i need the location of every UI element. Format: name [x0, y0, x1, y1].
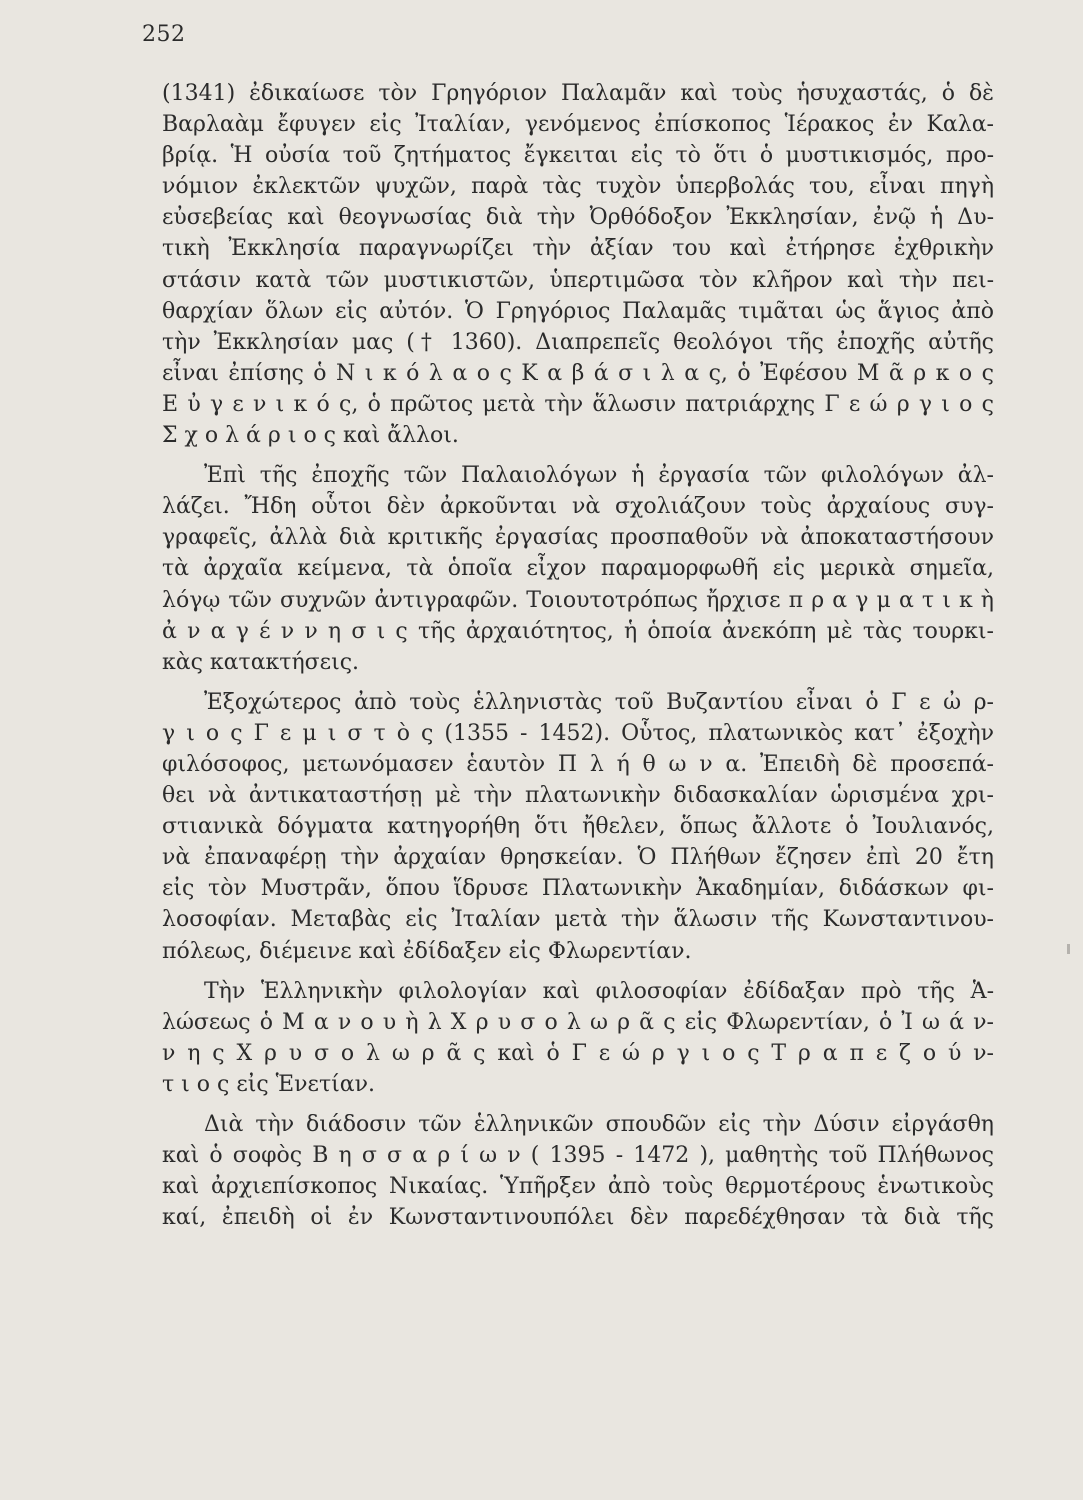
text-line: γ ι ο ς Γ ε μ ι σ τ ὸ ς (1355 - 1452). Οὗτος, πλατωνικὸς κατ᾽ ἐξοχὴν: [162, 720, 994, 746]
body-text: [162, 78, 994, 1233]
paragraph-3: [162, 687, 994, 967]
text-line: καὶ ἀρχιεπίσκοπος Νικαίας. Ὑπῆρξεν ἀπὸ τοὺς θερμοτέρους ἑνωτικοὺς: [162, 1174, 994, 1200]
text-line: φιλόσοφος, μετωνόμασεν ἑαυτὸν Π λ ή θ ω ν α. Ἐπειδὴ δὲ προσεπά-: [162, 751, 994, 777]
text-line: Διὰ τὴν διάδοσιν τῶν ἑλληνικῶν σπουδῶν εἰς τὴν Δύσιν εἰργάσθη: [204, 1112, 994, 1137]
text-line: λόγῳ τῶν συχνῶν ἀντιγραφῶν. Τοιουτοτρόπως ἤρχισε π ρ α γ μ α τ ι κ ὴ: [162, 587, 994, 613]
text-line: Βαρλαὰμ ἔφυγεν εἰς Ἰταλίαν, γενόμενος ἐπίσκοπος Ἱέρακος ἐν Καλα-: [162, 112, 994, 138]
text-line: τὰ ἀρχαῖα κείμενα, τὰ ὁποῖα εἶχον παραμορφωθῆ εἰς μερικὰ σημεῖα,: [162, 556, 994, 582]
text-line: λάζει. Ἤδη οὗτοι δὲν ἀρκοῦνται νὰ σχολιάζουν τοὺς ἀρχαίους συγ-: [162, 494, 994, 520]
text-line: λοσοφίαν. Μεταβὰς εἰς Ἰταλίαν μετὰ τὴν ἅλωσιν τῆς Κωνσταντινου-: [162, 907, 994, 933]
text-line: κὰς κατακτήσεις.: [162, 649, 360, 675]
text-line: Τὴν Ἑλληνικὴν φιλολογίαν καὶ φιλοσοφίαν ἐδίδαξαν πρὸ τῆς Ἁ-: [204, 978, 994, 1004]
text-line: νὰ ἐπαναφέρῃ τὴν ἀρχαίαν θρησκείαν. Ὁ Πλήθων ἔζησεν ἐπὶ 20 ἔτη: [162, 845, 994, 871]
text-line: ν η ς Χ ρ υ σ ο λ ω ρ ᾶ ς καὶ ὁ Γ ε ώ ρ γ ι ο ς Τ ρ α π ε ζ ο ύ ν-: [162, 1040, 994, 1066]
text-line: τικὴ Ἐκκλησία παραγνωρίζει τὴν ἀξίαν του καὶ ἐτήρησε ἐχθρικὴν: [162, 236, 994, 262]
text-line: τὴν Ἐκκλησίαν μας († 1360). Διαπρεπεῖς θεολόγοι τῆς ἐποχῆς αὐτῆς: [162, 329, 994, 355]
text-line: καὶ ὁ σοφὸς Β η σ σ α ρ ί ω ν ( 1395 - 1472 ), μαθητὴς τοῦ Πλήθωνος: [162, 1143, 994, 1169]
text-line: Σ χ ο λ ά ρ ι ο ς καὶ ἄλλοι.: [162, 423, 459, 449]
text-line: πόλεως, διέμεινε καὶ ἐδίδαξεν εἰς Φλωρεντίαν.: [162, 938, 692, 964]
text-line: εἰς τὸν Μυστρᾶν, ὅπου ἵδρυσε Πλατωνικὴν Ἀκαδημίαν, διδάσκων φι-: [162, 876, 994, 902]
text-line: καί, ἐπειδὴ οἱ ἐν Κωνσταντινουπόλει δὲν παρεδέχθησαν τὰ διὰ τῆς: [162, 1205, 994, 1231]
text-line: Ἐξοχώτερος ἀπὸ τοὺς ἑλληνιστὰς τοῦ Βυζαντίου εἶναι ὁ Γ ε ὠ ρ-: [204, 689, 994, 715]
text-line: στιανικὰ δόγματα κατηγορήθη ὅτι ἤθελεν, ὅπως ἄλλοτε ὁ Ἰουλιανός,: [162, 814, 994, 840]
text-line: τ ι ο ς εἰς Ἑνετίαν.: [162, 1071, 375, 1097]
text-line: (1341) ἐδικαίωσε τὸν Γρηγόριον Παλαμᾶν καὶ τοὺς ἡσυχαστάς, ὁ δὲ: [162, 81, 994, 106]
paragraph-4: [162, 976, 994, 1100]
text-line: βρίᾳ. Ἡ οὐσία τοῦ ζητήματος ἔγκειται εἰς τὸ ὅτι ὁ μυστικισμός, προ-: [162, 143, 994, 169]
text-line: γραφεῖς, ἀλλὰ διὰ κριτικῆς ἐργασίας προσπαθοῦν νὰ ἀποκαταστήσουν: [162, 525, 994, 551]
scan-speck: [1067, 944, 1070, 954]
text-line: θαρχίαν ὅλων εἰς αὐτόν. Ὁ Γρηγόριος Παλαμᾶς τιμᾶται ὡς ἅγιος ἀπὸ: [162, 298, 994, 324]
text-line: θει νὰ ἀντικαταστήσῃ μὲ τὴν πλατωνικὴν διδασκαλίαν ὡρισμένα χρι-: [162, 783, 994, 809]
text-line: εἶναι ἐπίσης ὁ Ν ι κ ό λ α ο ς Κ α β ά σ ι λ α ς, ὁ Ἐφέσου Μ ᾶ ρ κ ο ς: [162, 360, 994, 386]
page-number: 252: [142, 22, 186, 47]
text-line: ἀ ν α γ έ ν ν η σ ι ς τῆς ἀρχαιότητος, ἡ ὁποία ἀνεκόπη μὲ τὰς τουρκι-: [162, 618, 994, 644]
text-line: λώσεως ὁ Μ α ν ο υ ὴ λ Χ ρ υ σ ο λ ω ρ ᾶ ς εἰς Φλωρεντίαν, ὁ Ἰ ω ά ν-: [162, 1009, 994, 1035]
text-line: Ε ὐ γ ε ν ι κ ό ς, ὁ πρῶτος μετὰ τὴν ἅλωσιν πατριάρχης Γ ε ώ ρ γ ι ο ς: [162, 391, 994, 417]
text-line: στάσιν κατὰ τῶν μυστικιστῶν, ὑπερτιμῶσα τὸν κλῆρον καὶ τὴν πει-: [162, 267, 994, 293]
paragraph-2: [162, 460, 994, 678]
text-line: εὐσεβείας καὶ θεογνωσίας διὰ τὴν Ὀρθόδοξον Ἐκκλησίαν, ἐνῷ ἡ Δυ-: [162, 205, 994, 231]
paragraph-1: [162, 78, 994, 451]
paragraph-5: [162, 1109, 994, 1233]
text-line: νόμιον ἐκλεκτῶν ψυχῶν, παρὰ τὰς τυχὸν ὑπερβολάς του, εἶναι πηγὴ: [162, 174, 994, 200]
text-line: Ἐπὶ τῆς ἐποχῆς τῶν Παλαιολόγων ἡ ἐργασία τῶν φιλολόγων ἀλ-: [204, 463, 994, 489]
